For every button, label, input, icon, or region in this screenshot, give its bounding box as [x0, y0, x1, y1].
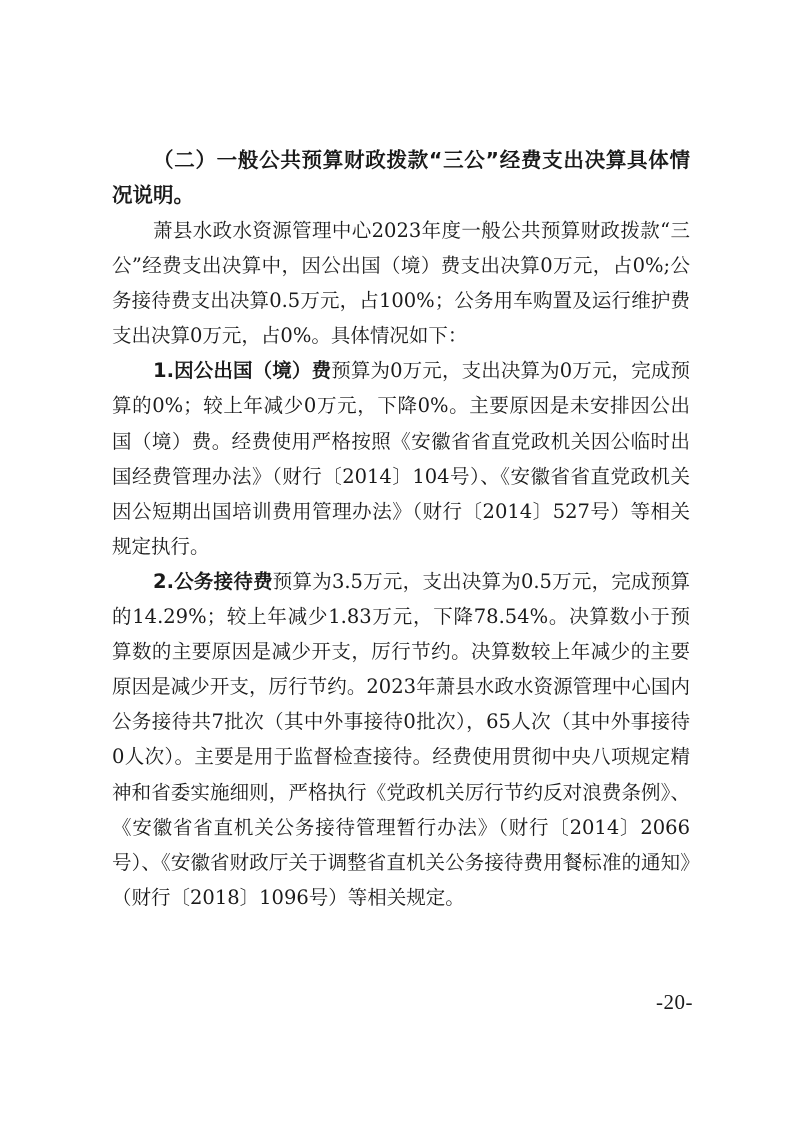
section-heading: （二）一般公共预算财政拨款“三公”经费支出决算具体情况说明。: [112, 148, 690, 207]
page-number: -20-: [656, 990, 693, 1014]
item-2-lead: 2.公务接待费: [153, 569, 273, 593]
item-1-text: 预算为0万元，支出决算为0万元，完成预算的0%；较上年减少0万元，下降0%。主要原因是未安排因公出国（境）费。经费使用严格按照《安徽省省直党政机关因公临时出国经费管理办法》（财行〔2014〕104号）、《安徽省省直党政机关因公短期出国培训费用管理办法》（财行〔2014〕527号）等相关规定执行。: [112, 359, 690, 558]
item-1-lead: 1.因公出国（境）费: [153, 359, 332, 383]
item-2-paragraph: [112, 564, 690, 915]
intro-paragraph: 萧县水政水资源管理中心2023年度一般公共预算财政拨款“三公”经费支出决算中，因公出国（境）费支出决算0万元，占0%;公务接待费支出决算0.5万元，占100%；公务用车购置及运行维护费支出决算0万元，占0%。具体情况如下：: [112, 219, 690, 348]
document-body: [112, 143, 690, 915]
item-1-paragraph: [112, 353, 690, 564]
item-2-text: 预算为3.5万元，支出决算为0.5万元，完成预算的14.29%；较上年减少1.83万元，下降78.54%。决算数小于预算数的主要原因是减少开支，厉行节约。决算数较上年减少的主要原因是减少开支，厉行节约。2023年萧县水政水资源管理中心国内公务接待共7批次（其中外事接待0批次），65人次（其中外事接待0人次）。主要是用于监督检查接待。经费使用贯彻中央八项规定精神和省委实施细则，严格执行《党政机关厉行节约反对浪费条例》、《安徽省省直机关公务接待管理暂行办法》（财行〔2014〕2066号）、《安徽省财政厅关于调整省直机关公务接待费用餐标准的通知》（财行〔2018〕1096号）等相关规定。: [112, 569, 690, 909]
